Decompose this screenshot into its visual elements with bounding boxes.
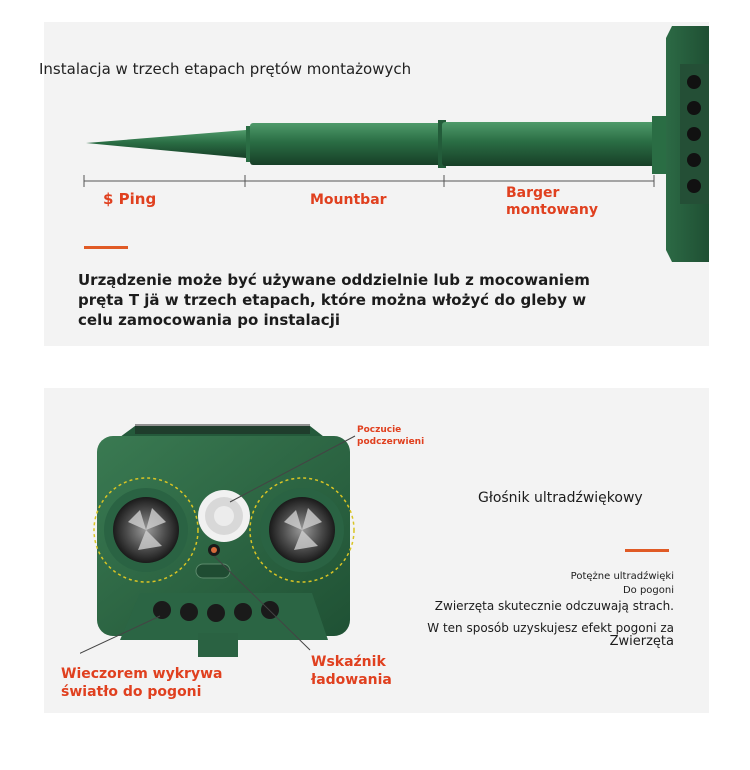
mounting-rod-illustration — [80, 22, 709, 267]
night-detection-label: Wieczorem wykrywa światło do pogoni — [61, 666, 223, 700]
accent-bar-bottom — [625, 549, 669, 552]
device-front-illustration — [80, 418, 360, 663]
segment-label-ping: $ Ping — [103, 190, 157, 208]
infrared-sensor-label: Poczucie podczerwieni — [357, 425, 425, 447]
feature-line-4: W ten sposób uzyskujesz efekt pogoni za — [427, 621, 674, 635]
feature-line-5: Zwierzęta — [609, 634, 674, 649]
segment-label-mountbar: Mountbar — [310, 192, 387, 208]
feature-line-2: Do pogoni — [622, 585, 674, 596]
feature-line-1: Potężne ultradźwięki — [570, 571, 674, 582]
installation-description: Urządzenie może być używane oddzielnie lub z mocowaniem pręta T jä w trzech etapach, które można włożyć do gleby w celu zamocowania po instalacji — [78, 271, 590, 329]
ultrasonic-speaker-label: Głośnik ultradźwiękowy — [478, 490, 643, 506]
accent-bar — [84, 246, 128, 249]
segment-label-barger: Barger montowany — [506, 185, 598, 218]
feature-line-3: Zwierzęta skutecznie odczuwają strach. — [434, 599, 674, 613]
charging-indicator-label: Wskaźnik ładowania — [311, 654, 392, 688]
installation-title: Instalacja w trzech etapach prętów montażowych — [39, 60, 412, 78]
